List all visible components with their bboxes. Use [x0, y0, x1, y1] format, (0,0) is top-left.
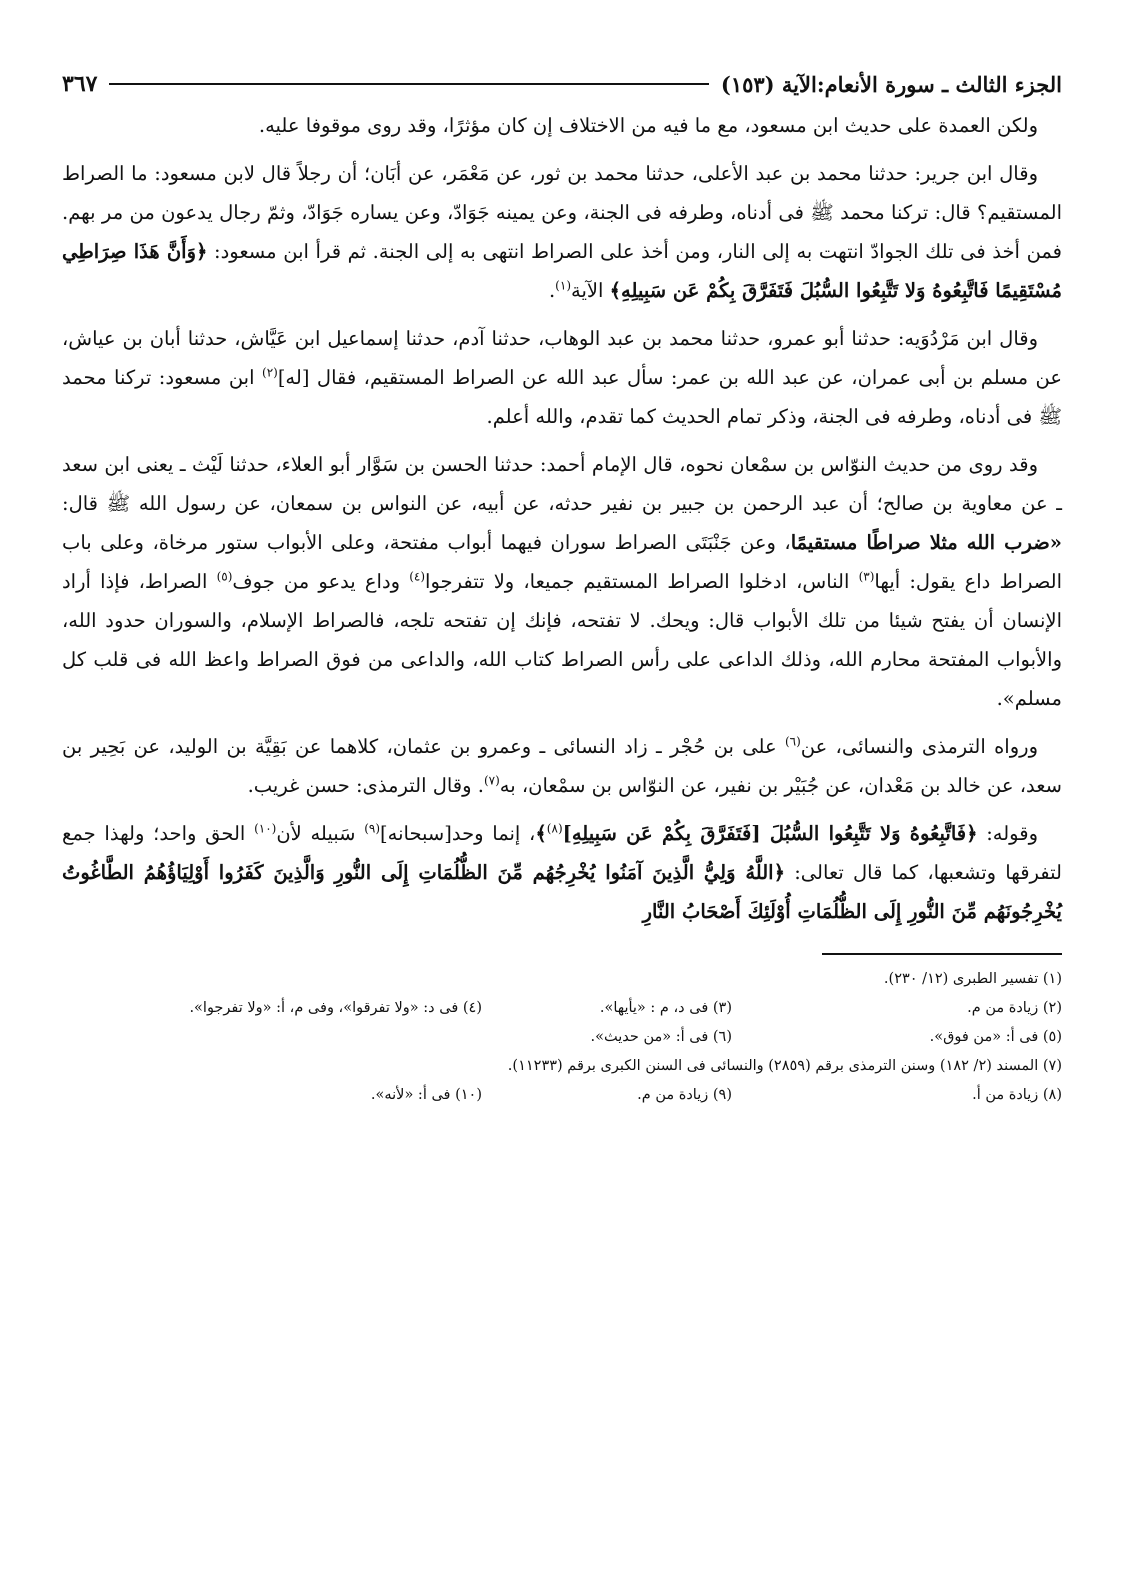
footnote-row: [62, 1052, 1062, 1081]
text-run: الآية: [571, 279, 610, 302]
text-run: ورواه الترمذى والنسائى، عن: [800, 735, 1038, 758]
footnote-item: (٨) زيادة من أ.: [972, 1087, 1062, 1103]
footnotes: [62, 965, 1062, 1110]
footnote-ref: (٥): [216, 569, 233, 584]
paragraph: [62, 106, 1062, 145]
paragraph: [62, 154, 1062, 310]
text-run: . وقال الترمذى: حسن غريب.: [247, 774, 484, 797]
text-run: ابن مسعود: تركنا محمد ﷺ فى أدناه، وطرفه فى الجنة، وذكر تمام الحديث كما تقدم، والله أعلم.: [62, 366, 1062, 428]
paragraph: [62, 727, 1062, 805]
hadith-text: «ضرب الله مثلا صراطًا مستقيمًا: [790, 531, 1062, 554]
text-run: الصراط، فإذا أراد الإنسان أن يفتح شيئا من تلك الأبواب قال: ويحك. لا تفتحه، فإنك إن تفتحه تلجه، فالصراط الإسلام، والسوران حدود الله، والأبواب المفتحة محارم الله، وذلك الداعى على رأس الصراط كتاب الله، والداعى من فوق الصراط واعظ الله فى قلب كل مسلم».: [62, 570, 1062, 710]
text-run: سَبيله لأن: [276, 822, 365, 845]
text-run: وداع يدعو من جوف: [232, 570, 410, 593]
text-run: وقال ابن جرير: حدثنا محمد بن عبد الأعلى، حدثنا محمد بن ثور، عن مَعْمَر، عن أبَان؛ أن رجلاً قال لابن مسعود: ما الصراط المستقيم؟ قال: تركنا محمد ﷺ فى أدناه، وطرفه فى الجنة، وعن يمينه جَوَادّ، وعن يساره جَوَادّ، وثمّ رجال يدعون من مر بهم. فمن أخذ فى تلك الجوادّ انتهت به إلى النار، ومن أخذ على الصراط انتهى به إلى الجنة. ثم قرأ ابن مسعود:: [62, 162, 1063, 263]
header-title: الجزء الثالث ـ سورة الأنعام:الآية (١٥٣): [720, 71, 1062, 97]
quran-verse: ﴿وَأَنَّ هَذَا صِرَاطِي مُسْتَقِيمًا فَاتَّبِعُوهُ وَلا تَتَّبِعُوا السُّبُلَ فَتَفَرَّقَ بِكُمْ عَن سَبِيلِهِ﴾: [62, 240, 1062, 302]
footnote-item: (٤) فى د: «ولا تفرقوا»، وفى م، أ: «ولا تفرجوا».: [189, 1000, 482, 1016]
footnote-row: [62, 965, 1062, 994]
text-run: وقوله:: [977, 822, 1038, 845]
text-run: على بن حُجْر ـ زاد النسائى ـ وعمرو بن عثمان، كلاهما عن بَقِيَّة بن الوليد، عن بَحِير بن سعد، عن خالد بن مَعْدان، عن جُبَيْر بن نفير، عن النوّاس بن سمْعان، به: [62, 735, 1062, 797]
quran-verse: ﴿اللَّهُ وَلِيُّ الَّذِينَ آمَنُوا يُخْرِجُهُم مِّنَ الظُّلُمَاتِ إِلَى النُّورِ وَالَّذِينَ كَفَرُوا أَوْلِيَاؤُهُمُ الطَّاغُوتُ يُخْرِجُونَهُم مِّنَ النُّورِ إِلَى الظُّلُمَاتِ أُوْلَئِكَ أَصْحَابُ النَّارِ: [62, 861, 1062, 923]
text-run: وقد روى من حديث النوّاس بن سمْعان نحوه، قال الإمام أحمد: حدثنا الحسن بن سَوَّار أبو العلاء، حدثنا لَيْث ـ يعنى ابن سعد ـ عن معاوية بن صالح؛ أن عبد الرحمن بن جبير بن نفير حدثه، عن أبيه، عن النواس بن سمعان، عن رسول الله ﷺ قال:: [62, 453, 1062, 515]
main-text: [62, 106, 1062, 931]
footnote-item: (١) تفسير الطبرى (١٢/ ٢٣٠).: [883, 971, 1062, 987]
paragraph: [62, 319, 1062, 436]
footnote-separator: [822, 953, 1062, 955]
quran-verse: ﴿فَاتَّبِعُوهُ وَلا تَتَّبِعُوا السُّبُلَ [فَتَفَرَّقَ بِكُمْ عَن سَبِيلِهِ]: [562, 822, 978, 845]
footnote-item: (٣) فى د، م : «يأيها».: [599, 1000, 732, 1016]
footnote-item: (٥) فى أ: «من فوق».: [929, 1029, 1062, 1045]
footnote-item: (٦) فى أ: «من حديث».: [590, 1029, 732, 1045]
footnote-ref: (٢): [262, 365, 278, 380]
header-rule: [109, 83, 708, 85]
footnote-item: (٧) المسند (٢/ ١٨٢) وسنن الترمذى برقم (٢٨٥٩) والنسائى فى السنن الكبرى برقم (١١٢٣٣).: [507, 1058, 1062, 1074]
footnote-item: (٩) زيادة من م.: [637, 1087, 732, 1103]
paragraph: [62, 445, 1062, 718]
footnote-ref: (٧): [483, 773, 500, 788]
running-header: [62, 62, 1062, 106]
text-run: الحق واحد؛ ولهذا جمع لتفرقها وتشعبها، كما قال تعالى:: [62, 822, 1062, 884]
footnote-row: [62, 994, 1062, 1023]
footnote-ref: (٩): [364, 821, 381, 836]
paragraph: [62, 814, 1062, 931]
footnote-row: [62, 1023, 1062, 1052]
page-number: ٣٦٧: [62, 71, 98, 97]
footnote-item: (٢) زيادة من م.: [967, 1000, 1062, 1016]
footnote-ref: (١): [555, 278, 571, 293]
text-run: الناس، ادخلوا الصراط المستقيم جميعا، ولا تتفرجوا: [425, 570, 859, 593]
page: [62, 62, 1062, 1110]
text-run: وقال ابن مَرْدُوَيه: حدثنا أبو عمرو، حدثنا محمد بن عبد الوهاب، حدثنا آدم، حدثنا إسماعيل ابن عَيَّاش، حدثنا أبان بن عياش، عن مسلم بن أبى عمران، عن عبد الله بن عمر: سأل عبد الله عن الصراط المستقيم، فقال [له]: [62, 327, 1062, 389]
text-run: ، إنما وحد[سبحانه]: [380, 822, 536, 845]
text-run: ولكن العمدة على حديث ابن مسعود، مع ما فيه من الاختلاف إن كان مؤثرًا، وقد روى موقوفا عليه.: [258, 114, 1038, 137]
footnote-ref: (٤): [409, 569, 426, 584]
footnote-ref: (٣): [858, 569, 875, 584]
footnote-ref: (٦): [784, 734, 801, 749]
text-run: ، وعن جَنْبَتَى الصراط سوران فيهما أبواب مفتحة، وعلى الأبواب ستور مرخاة، وعلى باب الصراط داع يقول: أيها: [62, 531, 1062, 593]
quran-verse: ﴾: [535, 822, 547, 845]
footnote-ref: (٨): [546, 821, 563, 836]
text-run: .: [548, 279, 556, 302]
footnote-item: (١٠) فى أ: «لأنه».: [370, 1087, 482, 1103]
footnote-row: [62, 1081, 1062, 1110]
footnote-ref: (١٠): [254, 821, 277, 836]
